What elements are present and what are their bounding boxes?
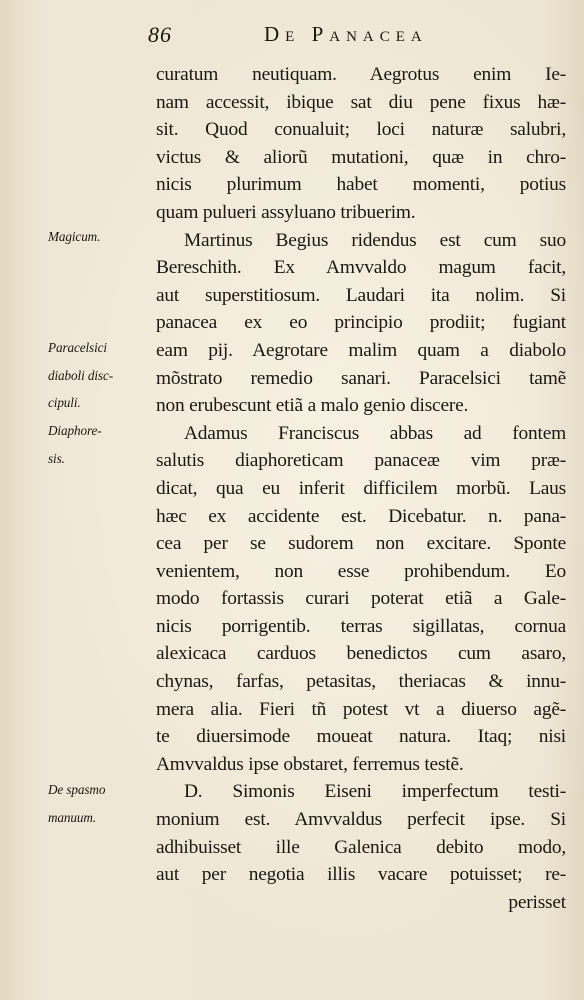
- margin-note-line: Magicum.: [48, 229, 101, 244]
- margin-note-diaphoresis: [48, 417, 153, 472]
- margin-note-paracelsici: [48, 334, 153, 417]
- text-line: alexicaca carduos benedictos cum asaro,: [156, 643, 566, 665]
- margin-note-magicum: [48, 223, 153, 251]
- text-line: nicis plurimum habet momenti, potius: [156, 174, 566, 196]
- text-line: venientem, non esse prohibendum. Eo: [156, 560, 566, 582]
- text-line: mera alia. Fieri tñ potest vt a diuerso agẽ-: [156, 698, 566, 720]
- text-line: non erubescunt etiã a malo genio discere.: [156, 395, 469, 417]
- text-line: modo fortassis curari poterat etiã a Gale-: [156, 588, 566, 610]
- text-line: aut superstitiosum. Laudari ita nolim. Si: [156, 284, 566, 306]
- margin-note-line: Paracelsici: [48, 340, 107, 355]
- margin-note-line: manuum.: [48, 809, 97, 825]
- text-line: eam pij. Aegrotare malim quam a diabolo: [156, 339, 566, 361]
- text-line: Amvvaldus ipse obstaret, ferremus testẽ.: [156, 753, 464, 775]
- text-line: sit. Quod conualuit; loci naturæ salubri,: [156, 119, 566, 141]
- text-line: D. Simonis Eiseni imperfectum testi-: [184, 781, 566, 803]
- margin-note-line: diaboli disc-: [48, 367, 113, 383]
- text-line: Adamus Franciscus abbas ad fontem: [184, 422, 566, 444]
- text-line: nam accessit, ibique sat diu pene fixus hæ-: [156, 91, 566, 113]
- text-line: monium est. Amvvaldus perfecit ipse. Si: [156, 809, 566, 831]
- text-line: aut per negotia illis vacare potuisset; re-: [156, 864, 566, 886]
- margin-note-line: Diaphore-: [48, 423, 102, 438]
- margin-note-de-spasmo: [48, 776, 153, 831]
- running-title: De Panacea: [264, 22, 428, 46]
- text-line: Bereschith. Ex Amvvaldo magum facit,: [156, 257, 566, 279]
- text-line: Martinus Begius ridendus est cum suo: [184, 229, 566, 251]
- text-line: chynas, farfas, petasitas, theriacas & innu-: [156, 671, 566, 693]
- text-line: dicat, qua eu inferit difficilem morbũ. Laus: [156, 477, 566, 499]
- text-line: nicis porrigentib. terras sigillatas, cornua: [156, 615, 566, 637]
- text-line: curatum neutiquam. Aegrotus enim Ie-: [156, 64, 566, 85]
- text-line: cea per se sudorem non excitare. Sponte: [156, 533, 566, 555]
- page-header: [148, 22, 578, 52]
- margin-note-line: sis.: [48, 450, 65, 466]
- text-line: te diuersimode moueat natura. Itaq; nisi: [156, 726, 566, 748]
- text-line: victus & aliorũ mutationi, quæ in chro-: [156, 146, 566, 168]
- page-number: 86: [148, 22, 172, 47]
- text-line: panacea ex eo principio prodiit; fugiant: [156, 312, 566, 334]
- margin-note-line: De spasmo: [48, 782, 106, 797]
- text-line: hæc ex accidente est. Dicebatur. n. pana-: [156, 505, 566, 527]
- text-line: mõstrato remedio sanari. Paracelsici tamẽ: [156, 367, 566, 389]
- text-line: salutis diaphoreticam panaceæ vim præ-: [156, 450, 566, 472]
- text-line: quam pulueri assyluano tribuerim.: [156, 201, 416, 223]
- margin-note-line: cipuli.: [48, 395, 81, 411]
- catchword: perisset: [508, 891, 566, 913]
- text-line: adhibuisset ille Galenica debito modo,: [156, 836, 566, 858]
- body-text: [156, 61, 566, 916]
